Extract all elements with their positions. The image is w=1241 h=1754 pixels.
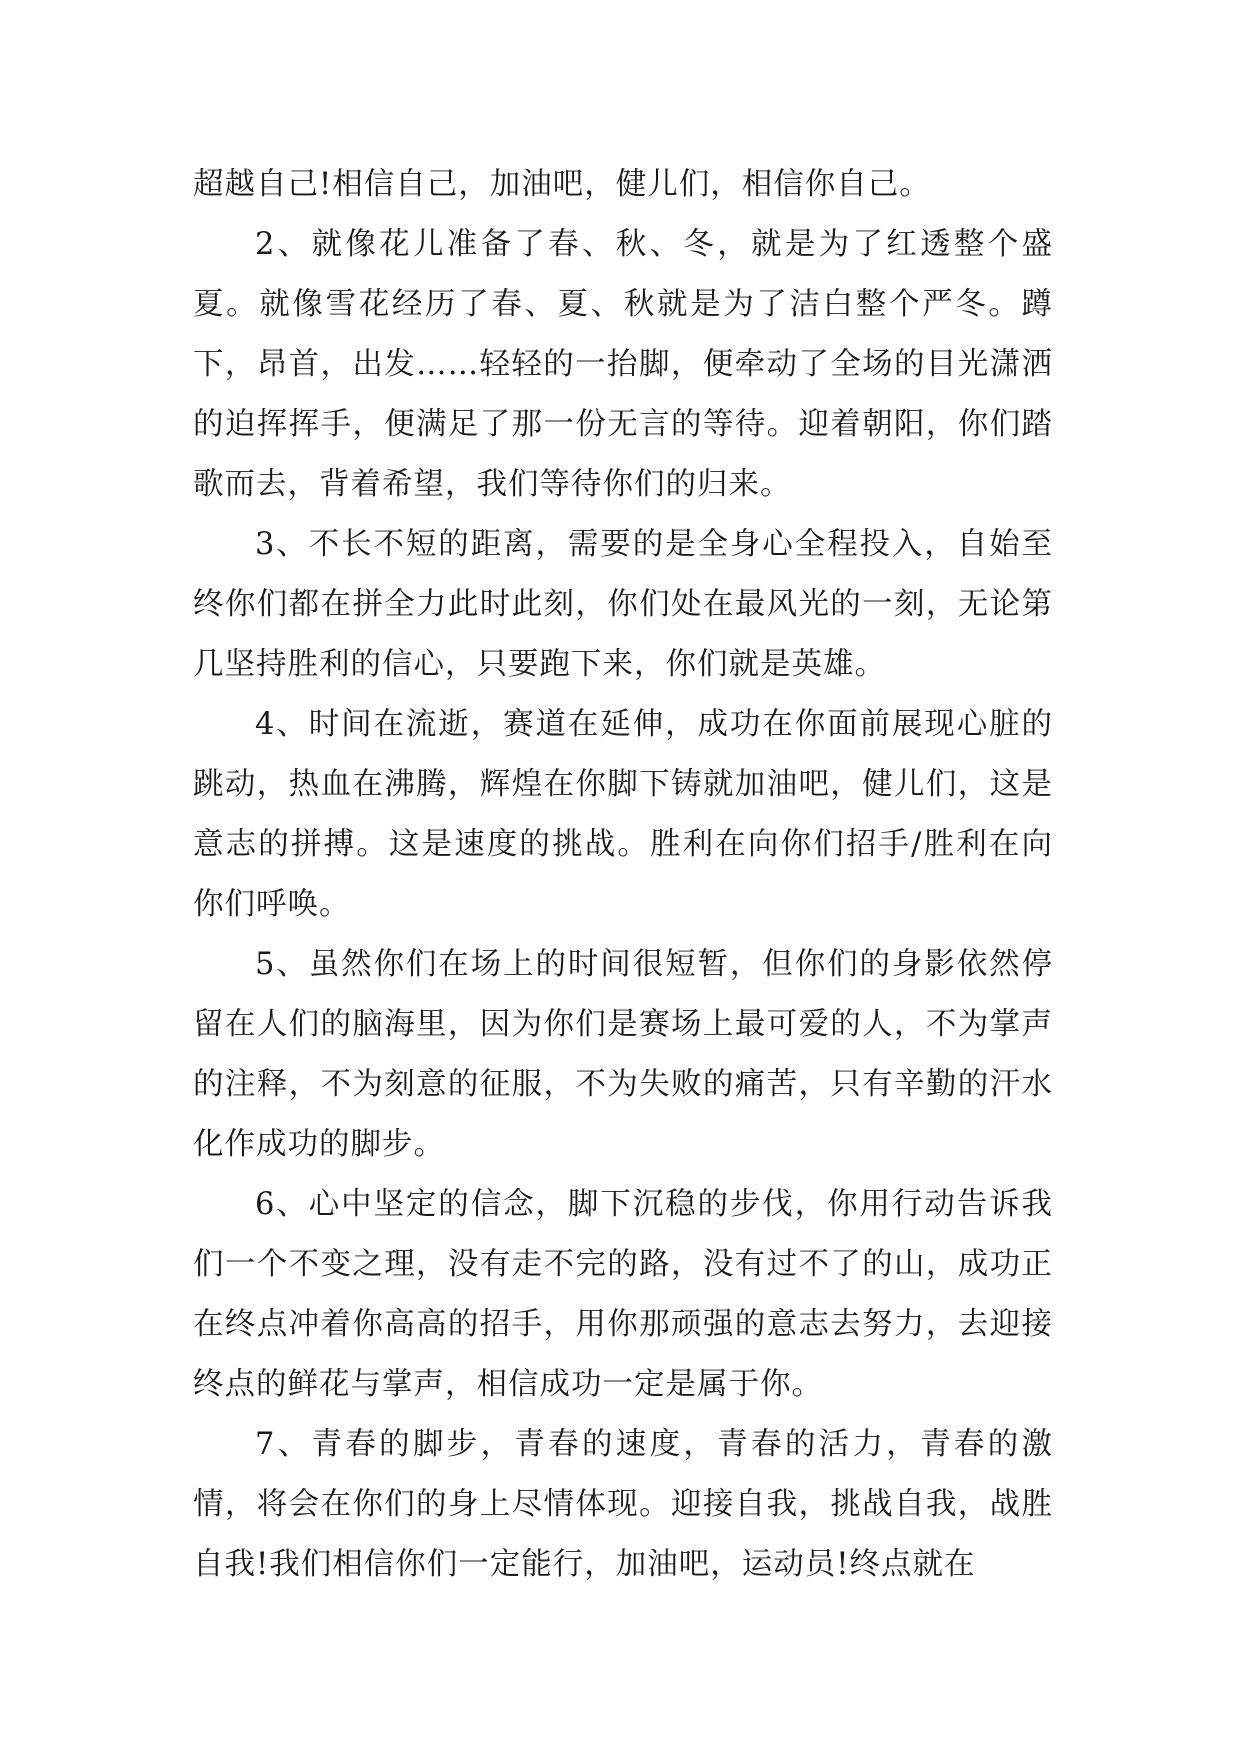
- paragraph-1-continuation: 超越自己!相信自己，加油吧，健儿们，相信你自己。: [193, 167, 931, 202]
- paragraph-2: 2、就像花儿准备了春、秋、冬，就是为了红透整个盛夏。就像雪花经历了春、夏、秋就是为了洁白整个严冬。蹲下，昂首，出发……轻轻的一抬脚，便牵动了全场的目光潇洒的迫挥挥手，便满足了那一份无言的等待。迎着朝阳，你们踏歌而去，背着希望，我们等待你们的归来。: [193, 227, 1053, 502]
- paragraph-6: 6、心中坚定的信念，脚下沉稳的步伐，你用行动告诉我们一个不变之理，没有走不完的路，没有过不了的山，成功正在终点冲着你高高的招手，用你那顽强的意志去努力，去迎接终点的鲜花与掌声，相信成功一定是属于你。: [193, 1187, 1053, 1402]
- paragraph-3: 3、不长不短的距离，需要的是全身心全程投入，自始至终你们都在拼全力此时此刻，你们处在最风光的一刻，无论第几坚持胜利的信心，只要跑下来，你们就是英雄。: [193, 527, 1053, 682]
- document-body: [193, 155, 1053, 1595]
- paragraph-7: 7、青春的脚步，青春的速度，青春的活力，青春的激情，将会在你们的身上尽情体现。迎接自我，挑战自我，战胜自我!我们相信你们一定能行，加油吧，运动员!终点就在: [193, 1427, 1053, 1582]
- paragraph-4: 4、时间在流逝，赛道在延伸，成功在你面前展现心脏的跳动，热血在沸腾，辉煌在你脚下铸就加油吧，健儿们，这是意志的拼搏。这是速度的挑战。胜利在向你们招手/胜利在向你们呼唤。: [193, 707, 1053, 922]
- paragraph-5: 5、虽然你们在场上的时间很短暂，但你们的身影依然停留在人们的脑海里，因为你们是赛场上最可爱的人，不为掌声的注释，不为刻意的征服，不为失败的痛苦，只有辛勤的汗水化作成功的脚步。: [193, 947, 1053, 1162]
